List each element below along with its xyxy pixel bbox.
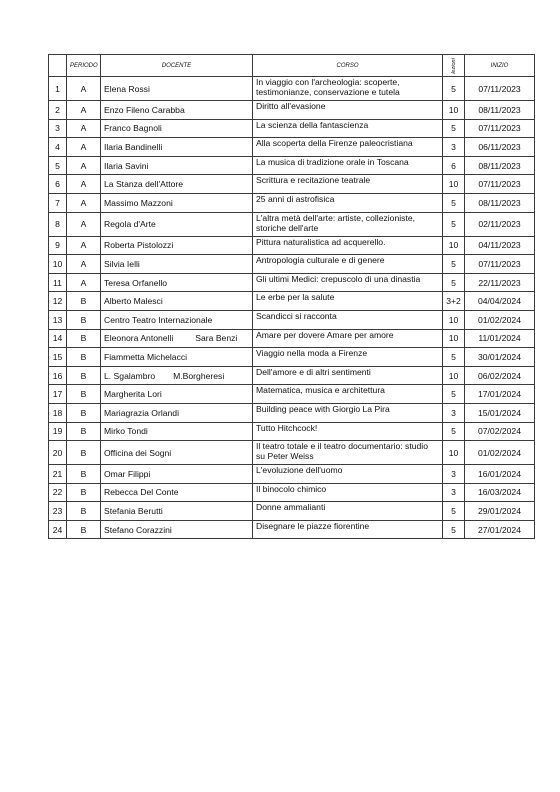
row-inizio: 16/01/2024 <box>465 465 535 484</box>
row-corso: Le erbe per la salute <box>253 292 443 311</box>
row-number: 17 <box>49 385 67 404</box>
row-lezioni: 10 <box>443 366 465 385</box>
table-row <box>49 77 535 101</box>
table-row <box>49 403 535 422</box>
table-row <box>49 385 535 404</box>
table-row <box>49 101 535 120</box>
row-corso: Donne ammalianti <box>253 502 443 521</box>
row-inizio: 04/11/2023 <box>465 236 535 255</box>
row-docente-primary: L. Sgalambro <box>104 370 156 381</box>
row-number: 1 <box>49 77 67 101</box>
header-number <box>49 55 67 77</box>
header-corso: CORSO <box>253 55 443 77</box>
row-inizio: 30/01/2024 <box>465 348 535 367</box>
row-corso: L'evoluzione dell'uomo <box>253 465 443 484</box>
row-number: 24 <box>49 520 67 539</box>
row-docente: Rebecca Del Conte <box>101 483 253 502</box>
table-row <box>49 329 535 348</box>
row-periodo: B <box>67 310 101 329</box>
table-row <box>49 441 535 465</box>
table-row <box>49 292 535 311</box>
row-lezioni: 5 <box>443 255 465 274</box>
row-lezioni: 3 <box>443 483 465 502</box>
row-corso: La musica di tradizione orale in Toscana <box>253 156 443 175</box>
row-number: 15 <box>49 348 67 367</box>
row-lezioni: 5 <box>443 273 465 292</box>
table-row <box>49 465 535 484</box>
row-corso: Building peace with Giorgio La Pira <box>253 403 443 422</box>
row-inizio: 15/01/2024 <box>465 403 535 422</box>
row-docente: Massimo Mazzoni <box>101 193 253 212</box>
row-periodo: A <box>67 212 101 236</box>
row-periodo: A <box>67 255 101 274</box>
row-number: 13 <box>49 310 67 329</box>
row-corso: 25 anni di astrofisica <box>253 193 443 212</box>
row-inizio: 01/02/2024 <box>465 441 535 465</box>
row-docente: La Stanza dell'Attore <box>101 175 253 194</box>
row-docente: Stefano Corazzini <box>101 520 253 539</box>
row-corso: Pittura naturalistica ad acquerello. <box>253 236 443 255</box>
row-corso: Dell'amore e di altri sentimenti <box>253 366 443 385</box>
row-docente: Mirko Tondi <box>101 422 253 441</box>
row-number: 19 <box>49 422 67 441</box>
row-docente-secondary: M.Borgheresi <box>173 370 225 381</box>
row-docente-primary: Eleonora Antonelli <box>104 333 174 344</box>
row-docente: Centro Teatro Internazionale <box>101 310 253 329</box>
row-corso: Diritto all'evasione <box>253 101 443 120</box>
row-corso: Scandicci si racconta <box>253 310 443 329</box>
row-lezioni: 5 <box>443 348 465 367</box>
row-periodo: B <box>67 385 101 404</box>
row-number: 10 <box>49 255 67 274</box>
row-docente: Regola d'Arte <box>101 212 253 236</box>
row-inizio: 02/11/2023 <box>465 212 535 236</box>
row-docente: Ilaria Savini <box>101 156 253 175</box>
table-row <box>49 193 535 212</box>
course-table <box>48 54 535 539</box>
row-docente: Franco Bagnoli <box>101 119 253 138</box>
row-docente-secondary: Sara Benzi <box>195 333 238 344</box>
row-number: 11 <box>49 273 67 292</box>
row-periodo: A <box>67 193 101 212</box>
row-inizio: 08/11/2023 <box>465 156 535 175</box>
row-docente: Roberta Pistolozzi <box>101 236 253 255</box>
table-row <box>49 273 535 292</box>
row-number: 3 <box>49 119 67 138</box>
table-row <box>49 236 535 255</box>
row-corso: Matematica, musica e architettura <box>253 385 443 404</box>
table-row <box>49 310 535 329</box>
row-lezioni: 5 <box>443 520 465 539</box>
table-row <box>49 502 535 521</box>
row-inizio: 11/01/2024 <box>465 329 535 348</box>
table-row <box>49 520 535 539</box>
row-corso: L'altra metà dell'arte: artiste, collezioniste, storiche dell'arte <box>253 212 443 236</box>
table-row <box>49 175 535 194</box>
row-periodo: B <box>67 441 101 465</box>
row-docente: Officina dei Sogni <box>101 441 253 465</box>
row-docente: Silvia Ielli <box>101 255 253 274</box>
row-number: 5 <box>49 156 67 175</box>
row-corso: Il teatro totale e il teatro documentario: studio su Peter Weiss <box>253 441 443 465</box>
row-periodo: A <box>67 273 101 292</box>
table-row <box>49 212 535 236</box>
row-inizio: 29/01/2024 <box>465 502 535 521</box>
row-docente <box>101 366 253 385</box>
table-header-row <box>49 55 535 77</box>
row-lezioni: 5 <box>443 193 465 212</box>
row-inizio: 08/11/2023 <box>465 193 535 212</box>
row-inizio: 06/02/2024 <box>465 366 535 385</box>
table-row <box>49 483 535 502</box>
row-docente: Ilaria Bandinelli <box>101 138 253 157</box>
row-lezioni: 10 <box>443 310 465 329</box>
row-docente: Alberto Malesci <box>101 292 253 311</box>
row-number: 20 <box>49 441 67 465</box>
row-periodo: B <box>67 465 101 484</box>
row-corso: Disegnare le piazze fiorentine <box>253 520 443 539</box>
table-row <box>49 348 535 367</box>
header-periodo: PERIODO <box>67 55 101 77</box>
row-periodo: B <box>67 483 101 502</box>
row-lezioni: 5 <box>443 502 465 521</box>
row-number: 18 <box>49 403 67 422</box>
row-corso: Antropologia culturale e di genere <box>253 255 443 274</box>
row-corso: Viaggio nella moda a Firenze <box>253 348 443 367</box>
row-lezioni: 3+2 <box>443 292 465 311</box>
row-inizio: 22/11/2023 <box>465 273 535 292</box>
row-lezioni: 3 <box>443 465 465 484</box>
row-number: 16 <box>49 366 67 385</box>
table-row <box>49 366 535 385</box>
row-inizio: 07/11/2023 <box>465 255 535 274</box>
row-inizio: 17/01/2024 <box>465 385 535 404</box>
row-inizio: 07/02/2024 <box>465 422 535 441</box>
row-inizio: 04/04/2024 <box>465 292 535 311</box>
header-docente: DOCENTE <box>101 55 253 77</box>
row-number: 14 <box>49 329 67 348</box>
row-lezioni: 6 <box>443 156 465 175</box>
row-docente: Enzo Fileno Carabba <box>101 101 253 120</box>
row-lezioni: 3 <box>443 138 465 157</box>
row-docente: Fiammetta Michelacci <box>101 348 253 367</box>
row-lezioni: 5 <box>443 212 465 236</box>
row-number: 22 <box>49 483 67 502</box>
row-docente: Stefania Berutti <box>101 502 253 521</box>
row-number: 8 <box>49 212 67 236</box>
row-docente: Margherita Lori <box>101 385 253 404</box>
row-docente: Teresa Orfanello <box>101 273 253 292</box>
row-corso: Scrittura e recitazione teatrale <box>253 175 443 194</box>
table-row <box>49 156 535 175</box>
row-inizio: 16/03/2024 <box>465 483 535 502</box>
row-inizio: 07/11/2023 <box>465 119 535 138</box>
row-periodo: A <box>67 119 101 138</box>
row-periodo: B <box>67 520 101 539</box>
table-row <box>49 255 535 274</box>
row-corso: La scienza della fantascienza <box>253 119 443 138</box>
row-periodo: A <box>67 156 101 175</box>
row-lezioni: 5 <box>443 119 465 138</box>
row-periodo: B <box>67 502 101 521</box>
row-periodo: B <box>67 422 101 441</box>
row-lezioni: 10 <box>443 441 465 465</box>
row-periodo: B <box>67 329 101 348</box>
row-periodo: A <box>67 175 101 194</box>
row-lezioni: 5 <box>443 422 465 441</box>
row-inizio: 08/11/2023 <box>465 101 535 120</box>
row-number: 4 <box>49 138 67 157</box>
row-lezioni: 10 <box>443 175 465 194</box>
row-lezioni: 5 <box>443 77 465 101</box>
row-lezioni: 10 <box>443 101 465 120</box>
row-periodo: A <box>67 77 101 101</box>
header-lezioni <box>443 55 465 77</box>
row-inizio: 27/01/2024 <box>465 520 535 539</box>
row-inizio: 01/02/2024 <box>465 310 535 329</box>
header-inizio: INIZIO <box>465 55 535 77</box>
row-number: 9 <box>49 236 67 255</box>
row-corso: In viaggio con l'archeologia: scoperte, testimonianze, conservazione e tutela <box>253 77 443 101</box>
row-periodo: A <box>67 138 101 157</box>
row-periodo: A <box>67 236 101 255</box>
row-number: 2 <box>49 101 67 120</box>
row-docente: Elena Rossi <box>101 77 253 101</box>
table-row <box>49 422 535 441</box>
row-docente <box>101 329 253 348</box>
row-lezioni: 3 <box>443 403 465 422</box>
row-corso: Gli ultimi Medici: crepuscolo di una dinastia <box>253 273 443 292</box>
row-lezioni: 5 <box>443 385 465 404</box>
row-lezioni: 10 <box>443 236 465 255</box>
row-corso: Amare per dovere Amare per amore <box>253 329 443 348</box>
row-periodo: B <box>67 292 101 311</box>
row-inizio: 06/11/2023 <box>465 138 535 157</box>
row-number: 6 <box>49 175 67 194</box>
row-number: 7 <box>49 193 67 212</box>
row-corso: Alla scoperta della Firenze paleocristiana <box>253 138 443 157</box>
row-number: 12 <box>49 292 67 311</box>
row-number: 21 <box>49 465 67 484</box>
row-periodo: B <box>67 348 101 367</box>
row-docente: Mariagrazia Orlandi <box>101 403 253 422</box>
table-row <box>49 119 535 138</box>
row-inizio: 07/11/2023 <box>465 77 535 101</box>
row-periodo: B <box>67 366 101 385</box>
row-inizio: 07/11/2023 <box>465 175 535 194</box>
row-periodo: B <box>67 403 101 422</box>
table-row <box>49 138 535 157</box>
header-lezioni-label: lezioni <box>450 57 457 74</box>
row-corso: Tutto Hitchcock! <box>253 422 443 441</box>
row-periodo: A <box>67 101 101 120</box>
row-corso: Il binocolo chimico <box>253 483 443 502</box>
row-docente: Omar Filippi <box>101 465 253 484</box>
row-number: 23 <box>49 502 67 521</box>
row-lezioni: 10 <box>443 329 465 348</box>
